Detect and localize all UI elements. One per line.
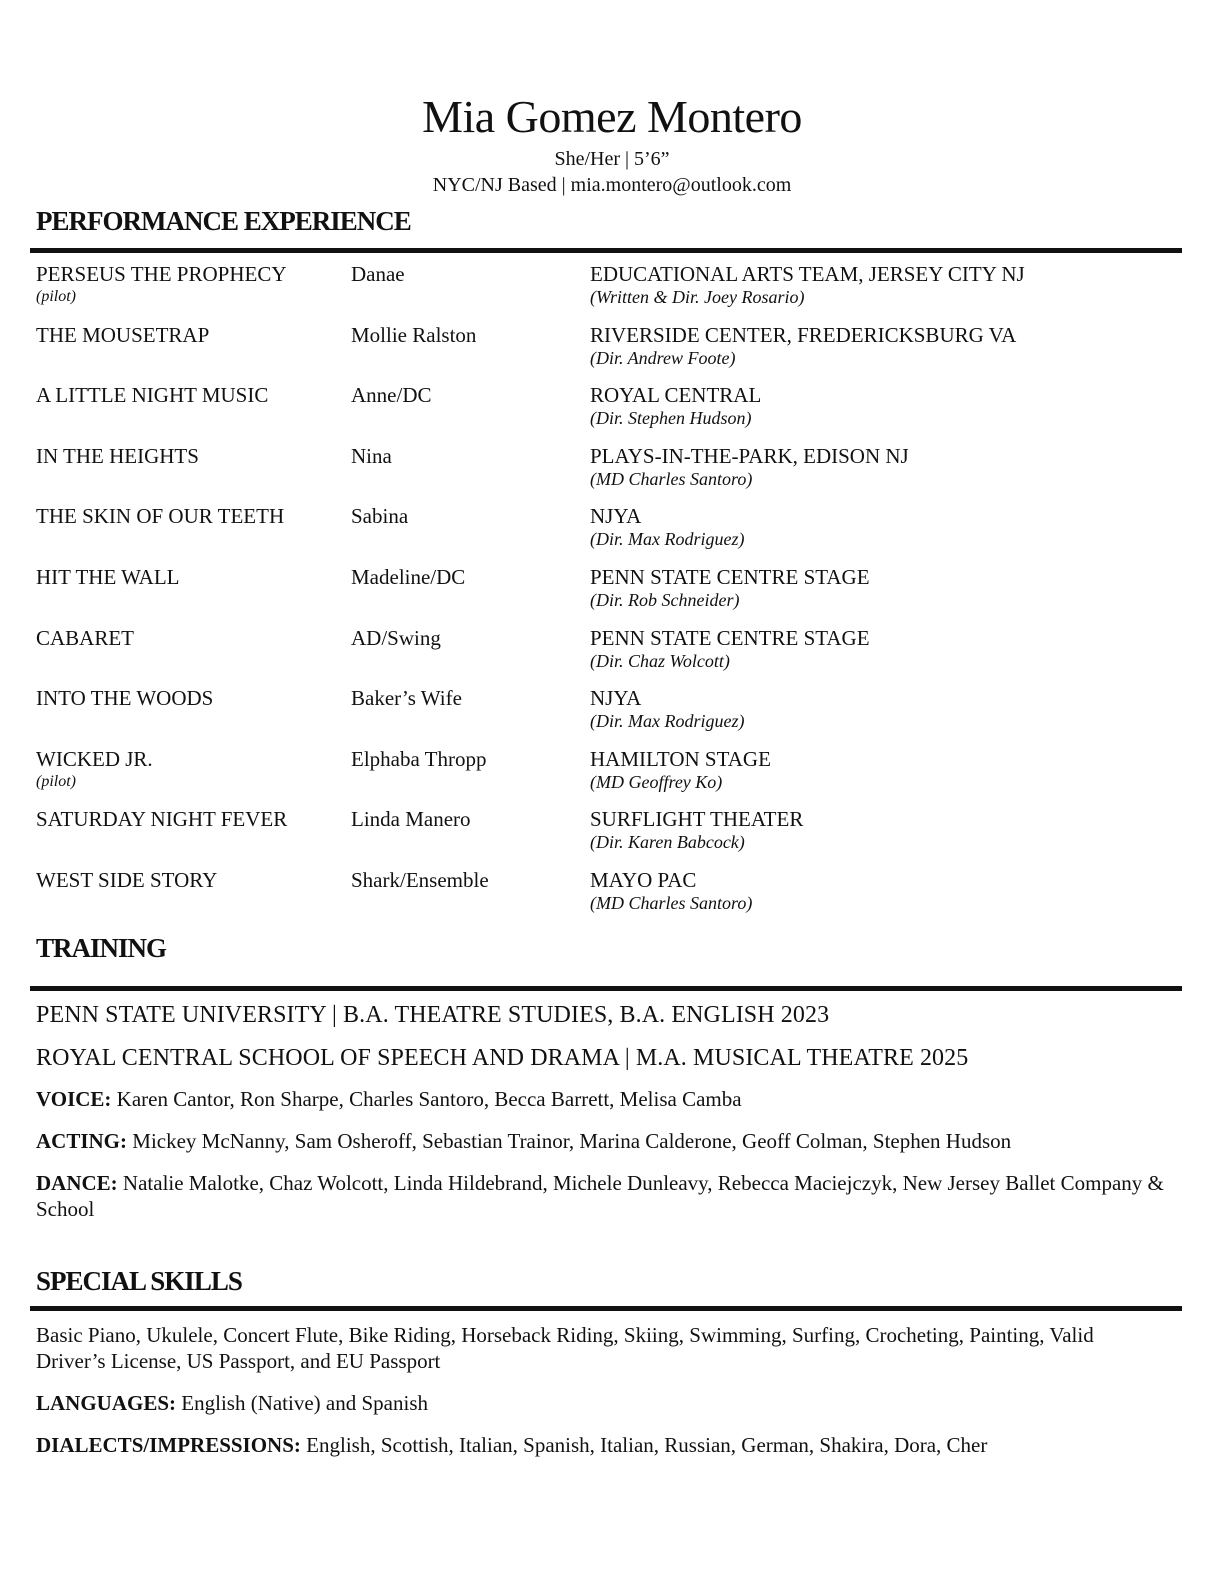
show-title: A LITTLE NIGHT MUSIC bbox=[36, 383, 269, 408]
dialects-label: DIALECTS/IMPRESSIONS: bbox=[36, 1433, 301, 1457]
performance-section-title: PERFORMANCE EXPERIENCE bbox=[36, 206, 411, 236]
director-credit: (Dir. Max Rodriguez) bbox=[590, 711, 745, 732]
acting-teachers: Mickey McNanny, Sam Osheroff, Sebastian Trainor, Marina Calderone, Geoff Colman, Stephen Hudson bbox=[127, 1129, 1012, 1153]
show-note: (pilot) bbox=[36, 288, 76, 305]
credit-row bbox=[36, 323, 1176, 384]
actor-name: Mia Gomez Montero bbox=[422, 91, 802, 142]
director-credit: (Dir. Max Rodriguez) bbox=[590, 529, 745, 550]
credit-row bbox=[36, 444, 1176, 505]
director-credit: (Dir. Rob Schneider) bbox=[590, 589, 740, 610]
credit-row bbox=[36, 747, 1176, 808]
director-credit: (Dir. Karen Babcock) bbox=[590, 832, 745, 853]
languages-label: LANGUAGES: bbox=[36, 1391, 177, 1415]
credit-row bbox=[36, 504, 1176, 565]
venue-name: PENN STATE CENTRE STAGE bbox=[590, 564, 870, 589]
voice-teachers: Karen Cantor, Ron Sharpe, Charles Santoro, Becca Barrett, Melisa Camba bbox=[111, 1087, 742, 1111]
dance-training bbox=[36, 1170, 1176, 1222]
dance-teachers: Natalie Malotke, Chaz Wolcott, Linda Hildebrand, Michele Dunleavy, Rebecca Maciejczyk, New Jersey Ballet Company & School bbox=[36, 1171, 1164, 1221]
credit-row bbox=[36, 383, 1176, 444]
show-cell bbox=[36, 323, 209, 347]
degree-penn-state: PENN STATE UNIVERSITY | B.A. THEATRE STUDIES, B.A. ENGLISH 2023 bbox=[36, 1002, 830, 1028]
director-credit: (MD Geoffrey Ko) bbox=[590, 771, 723, 792]
venue-name: SURFLIGHT THEATER bbox=[590, 807, 804, 832]
venue-name: EDUCATIONAL ARTS TEAM, JERSEY CITY NJ bbox=[590, 262, 1025, 286]
venue-cell bbox=[590, 262, 1025, 308]
show-cell bbox=[36, 868, 217, 892]
training-section-title: TRAINING bbox=[36, 933, 167, 963]
degree-royal-central: ROYAL CENTRAL SCHOOL OF SPEECH AND DRAMA | M.A. MUSICAL THEATRE 2025 bbox=[36, 1045, 969, 1071]
venue-name: NJYA bbox=[590, 504, 642, 529]
languages bbox=[36, 1390, 1156, 1416]
show-cell bbox=[36, 565, 179, 589]
venue-cell bbox=[590, 565, 870, 611]
show-title: THE MOUSETRAP bbox=[36, 322, 210, 347]
venue-name: PENN STATE CENTRE STAGE bbox=[590, 625, 870, 650]
show-title: WEST SIDE STORY bbox=[36, 867, 218, 892]
show-title: IN THE HEIGHTS bbox=[36, 443, 199, 468]
show-cell bbox=[36, 686, 213, 710]
venue-name: HAMILTON STAGE bbox=[590, 746, 771, 771]
show-title: INTO THE WOODS bbox=[36, 686, 214, 711]
languages-value: English (Native) and Spanish bbox=[176, 1391, 428, 1415]
show-cell bbox=[36, 504, 284, 528]
acting-training bbox=[36, 1128, 1176, 1154]
venue-cell bbox=[590, 444, 909, 490]
venue-cell bbox=[590, 747, 771, 793]
director-credit: (Written & Dir. Joey Rosario) bbox=[590, 287, 805, 307]
skills-divider bbox=[30, 1306, 1182, 1311]
venue-name: NJYA bbox=[590, 686, 642, 711]
role-cell: Nina bbox=[351, 443, 392, 468]
venue-cell bbox=[590, 323, 1016, 369]
role-cell: Sabina bbox=[351, 504, 409, 529]
show-note: (pilot) bbox=[36, 772, 76, 790]
training-divider bbox=[30, 986, 1182, 991]
show-title: PERSEUS THE PROPHECY bbox=[36, 262, 287, 286]
venue-name: MAYO PAC bbox=[590, 867, 697, 892]
credit-row bbox=[36, 626, 1176, 687]
pronouns-height: She/Her | 5’6” bbox=[554, 148, 670, 170]
show-title: SATURDAY NIGHT FEVER bbox=[36, 807, 288, 832]
show-cell bbox=[36, 262, 287, 308]
training-section bbox=[36, 1000, 1176, 1238]
venue-cell bbox=[590, 626, 870, 672]
dance-label: DANCE: bbox=[36, 1171, 118, 1195]
dialects bbox=[36, 1432, 1156, 1458]
show-cell bbox=[36, 626, 134, 650]
skills-section-title: SPECIAL SKILLS bbox=[36, 1266, 242, 1296]
venue-cell bbox=[590, 807, 803, 853]
resume-header bbox=[0, 88, 1224, 198]
director-credit: (Dir. Chaz Wolcott) bbox=[590, 650, 730, 671]
skills-section bbox=[36, 1322, 1156, 1474]
role-cell: Linda Manero bbox=[351, 807, 471, 832]
director-credit: (Dir. Andrew Foote) bbox=[590, 347, 736, 368]
role-cell: AD/Swing bbox=[351, 625, 441, 650]
acting-label: ACTING: bbox=[36, 1129, 128, 1153]
role-cell: Danae bbox=[351, 262, 405, 286]
role-cell: Anne/DC bbox=[351, 383, 432, 408]
director-credit: (MD Charles Santoro) bbox=[590, 468, 753, 489]
venue-cell bbox=[590, 383, 761, 429]
show-cell bbox=[36, 807, 287, 831]
credit-row bbox=[36, 686, 1176, 747]
show-cell bbox=[36, 444, 199, 468]
location-email: NYC/NJ Based | mia.montero@outlook.com bbox=[432, 174, 792, 196]
performance-divider bbox=[30, 248, 1182, 253]
show-title: CABARET bbox=[36, 625, 135, 650]
venue-cell bbox=[590, 868, 752, 914]
voice-training bbox=[36, 1086, 1176, 1112]
director-credit: (Dir. Stephen Hudson) bbox=[590, 408, 752, 429]
show-title: THE SKIN OF OUR TEETH bbox=[36, 504, 285, 529]
voice-label: VOICE: bbox=[36, 1087, 112, 1111]
credit-row bbox=[36, 262, 1176, 323]
credit-row bbox=[36, 868, 1176, 929]
credit-row bbox=[36, 807, 1176, 868]
director-credit: (MD Charles Santoro) bbox=[590, 892, 753, 913]
role-cell: Baker’s Wife bbox=[351, 686, 462, 711]
role-cell: Elphaba Thropp bbox=[351, 746, 487, 771]
show-cell bbox=[36, 747, 153, 793]
skills-list: Basic Piano, Ukulele, Concert Flute, Bike Riding, Horseback Riding, Skiing, Swimming, Surfing, Crocheting, Painting, Valid Driver’s License, US Passport, and EU Passport bbox=[36, 1323, 1094, 1373]
venue-cell bbox=[590, 686, 744, 732]
credit-row bbox=[36, 565, 1176, 626]
venue-name: ROYAL CENTRAL bbox=[590, 383, 762, 408]
venue-name: RIVERSIDE CENTER, FREDERICKSBURG VA bbox=[590, 322, 1017, 347]
role-cell: Madeline/DC bbox=[351, 564, 466, 589]
show-cell bbox=[36, 383, 268, 407]
dialects-value: English, Scottish, Italian, Spanish, Italian, Russian, German, Shakira, Dora, Cher bbox=[300, 1433, 988, 1457]
show-title: WICKED JR. bbox=[36, 746, 153, 771]
venue-cell bbox=[590, 504, 744, 550]
role-cell: Mollie Ralston bbox=[351, 322, 477, 347]
show-title: HIT THE WALL bbox=[36, 564, 180, 589]
venue-name: PLAYS-IN-THE-PARK, EDISON NJ bbox=[590, 443, 909, 468]
role-cell: Shark/Ensemble bbox=[351, 867, 489, 892]
performance-table bbox=[36, 262, 1176, 929]
